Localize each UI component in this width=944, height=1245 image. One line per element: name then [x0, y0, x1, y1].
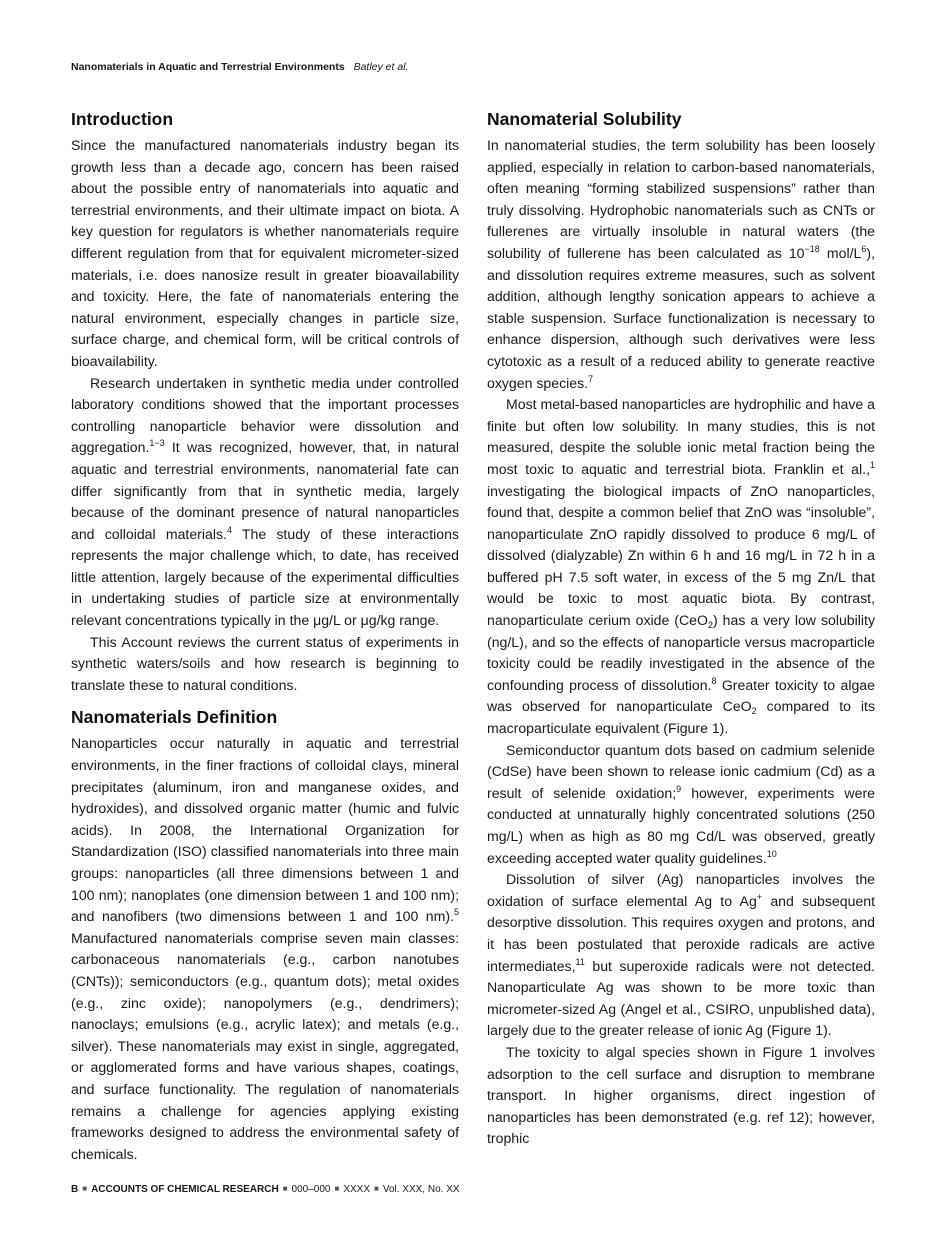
superscript: + [756, 891, 763, 902]
subscript: 2 [707, 620, 713, 631]
citation-ref: 10 [766, 848, 777, 859]
separator-icon: ■ [82, 1184, 88, 1193]
text-run: Manufactured nanomaterials comprise seven main classes: carbonaceous nanomaterials (e.g., carbon nanotubes (CNTs)); semiconductors (e.g., quantum dots); metal oxides (e.g., zinc oxide); nanopolymers (e.g., dendrimers); nanoclays; emulsions (e.g., acrylic latex); and metals (e.g., silver). These nanomaterials may exist in single, aggregated, or agglomerated forms and have various shapes, coatings, and surface functionality. The regulation of nanomaterials remains a challenge for agencies applying existing frameworks designed to address the environmental safety of chemicals. [71, 929, 459, 1162]
text-run: Semiconductor quantum dots based on cadmium selenide (CdSe) have been shown to release ionic cadmium (Cd) as a result of selenide oxidation; [487, 741, 875, 801]
solubility-paragraph-4 [487, 869, 875, 1042]
definition-paragraph [71, 733, 459, 1165]
running-title: Nanomaterials in Aquatic and Terrestrial Environments [71, 61, 345, 73]
citation-ref: 8 [711, 675, 717, 686]
solubility-paragraph-2 [487, 394, 875, 740]
text-run: Greater toxicity to algae was observed for nanoparticulate CeO [487, 676, 875, 715]
running-head [71, 61, 408, 73]
citation-ref: 1 [869, 459, 875, 470]
page-range: 000–000 [291, 1184, 331, 1195]
citation-ref: 1−3 [149, 438, 165, 449]
text-run: Research undertaken in synthetic media under controlled laboratory conditions showed that the important processes controlling nanoparticle behavior were dissolution and aggregation. [71, 374, 459, 456]
text-run: but superoxide radicals were not detected. Nanoparticulate Ag was shown to be more toxic than micrometer-sized Ag (Angel et al., CSIRO, unpublished data), largely due to the greater release of ionic Ag (Figure 1). [487, 957, 875, 1039]
journal-name: ACCOUNTS OF CHEMICAL RESEARCH [91, 1184, 279, 1195]
text-run: however, experiments were conducted at unnaturally highly concentrated solutions (250 mg/L) when as high as 80 mg Cd/L was observed, greatly exceeding accepted water quality guidelines. [487, 784, 875, 866]
citation-ref: 9 [676, 783, 682, 794]
right-column [487, 106, 875, 1150]
page-footer [71, 1184, 460, 1195]
citation-ref: 5 [453, 907, 459, 918]
text-run: In nanomaterial studies, the term solubility has been loosely applied, especially in relation to carbon-based nanomaterials, often meaning “forming stabilized suspensions” rather than truly dissolving. Hydrophobic nanomaterials such as CNTs or fullerenes are virtually insoluble in natural waters (the solubility of fullerene has been calculated as 10 [487, 137, 875, 261]
section-heading-definition: Nanomaterials Definition [71, 707, 278, 728]
text-run: compared to its macroparticulate equivalent (Figure 1). [487, 698, 875, 737]
text-run: and subsequent desorptive dissolution. This requires oxygen and protons, and it has been postulated that peroxide radicals are active intermediates, [487, 892, 875, 974]
text-run: ), and dissolution requires extreme measures, such as solvent addition, although lengthy sonication appears to achieve a stable suspension. Surface functionalization is necessary to enhance dispersion, although such derivatives were less cytotoxic as a result of a reduced ability to generate reactive oxygen species. [487, 244, 875, 391]
intro-paragraph-3: This Account reviews the current status of experiments in synthetic waters/soils and how research is beginning to translate these to natural conditions. [71, 633, 459, 693]
text-run: mol/L [819, 244, 862, 261]
running-authors: Batley et al. [353, 61, 409, 73]
volume-issue: Vol. XXX, No. XX [382, 1184, 460, 1195]
separator-icon: ■ [374, 1184, 379, 1193]
intro-paragraph-1: Since the manufactured nanomaterials industry began its growth less than a decade ago, concern has been raised about the possible entry of nanomaterials into aquatic and terrestrial environments, and their ultimate impact on biota. A key question for regulators is whether nanomaterials require different regulation from that for equivalent micrometer-sized materials, i.e. does nanosize result in greater bioavailability and toxicity. Here, the fate of nanomaterials entering the natural environment, especially changes in particle size, surface charge, and chemical form, will be critical controls of bioavailability. [71, 137, 459, 369]
exponent: −18 [804, 243, 820, 254]
left-column [71, 106, 459, 1165]
solubility-paragraph-3 [487, 740, 875, 870]
intro-paragraph-2 [71, 373, 459, 632]
text-run: Nanoparticles occur naturally in aquatic and terrestrial environments, in the finer fractions of colloidal clays, mineral precipitates (aluminum, iron and manganese oxides, and hydroxides), and dissolved organic matter (humic and fulvic acids). In 2008, the International Organization for Standardization (ISO) classified nanomaterials into three main groups: nanoparticles (all three dimensions between 1 and 100 nm); nanoplates (one dimension between 1 and 100 nm); and nanofibers (two dimensions between 1 and 100 nm). [71, 735, 459, 925]
separator-icon: ■ [334, 1184, 340, 1193]
solubility-paragraph-1 [487, 135, 875, 394]
separator-icon: ■ [282, 1184, 288, 1193]
citation-ref: 6 [861, 243, 867, 254]
text-run: The study of these interactions represents the major challenge which, to date, has received little attention, largely because of the experimental difficulties in undertaking studies of particle size at environmentally relevant concentrations typically in the μg/L or μg/kg range. [71, 525, 459, 629]
text-run: Dissolution of silver (Ag) nanoparticles involves the oxidation of surface elemental Ag to Ag [487, 871, 875, 909]
page-letter: B [71, 1184, 79, 1195]
text-run: ) has a very low solubility (ng/L), and so the effects of nanoparticle versus macroparticle toxicity could be readily investigated in the absence of the confounding process of dissolution. [487, 612, 875, 693]
solubility-paragraph-5: The toxicity to algal species shown in Figure 1 involves adsorption to the cell surface and disruption to membrane transport. In higher organisms, direct ingestion of nanoparticles has been demonstrated (e.g. ref 12); however, trophic [487, 1043, 875, 1147]
citation-ref: 7 [588, 373, 594, 384]
section-heading-introduction: Introduction [71, 109, 174, 129]
section-heading-solubility: Nanomaterial Solubility [487, 109, 682, 129]
citation-ref: 4 [226, 524, 232, 535]
text-run: It was recognized, however, that, in natural aquatic and terrestrial environments, nanomaterial fate can differ significantly from that in synthetic media, largely because of the dominant presence of natural nanoparticles and colloidal materials. [71, 439, 459, 542]
subscript: 2 [751, 706, 757, 717]
text-run: investigating the biological impacts of ZnO nanoparticles, found that, despite a common belief that ZnO was “insoluble”, nanoparticulate ZnO rapidly dissolved to produce 6 mg/L of dissolved (dialyzable) Zn within 6 h and 16 mg/L in 72 h in a buffered pH 7.5 soft water, in excess of the 5 mg Zn/L that would be toxic to most aquatic biota. By contrast, nanoparticulate cerium oxide (CeO [487, 482, 875, 629]
citation-ref: 11 [575, 956, 585, 967]
text-run: Most metal-based nanoparticles are hydrophilic and have a finite but often low solubility. In many studies, this is not measured, despite the soluble ionic metal fraction being the most toxic to aquatic and terrestrial biota. Franklin et al., [487, 396, 875, 477]
year: XXXX [343, 1184, 370, 1195]
